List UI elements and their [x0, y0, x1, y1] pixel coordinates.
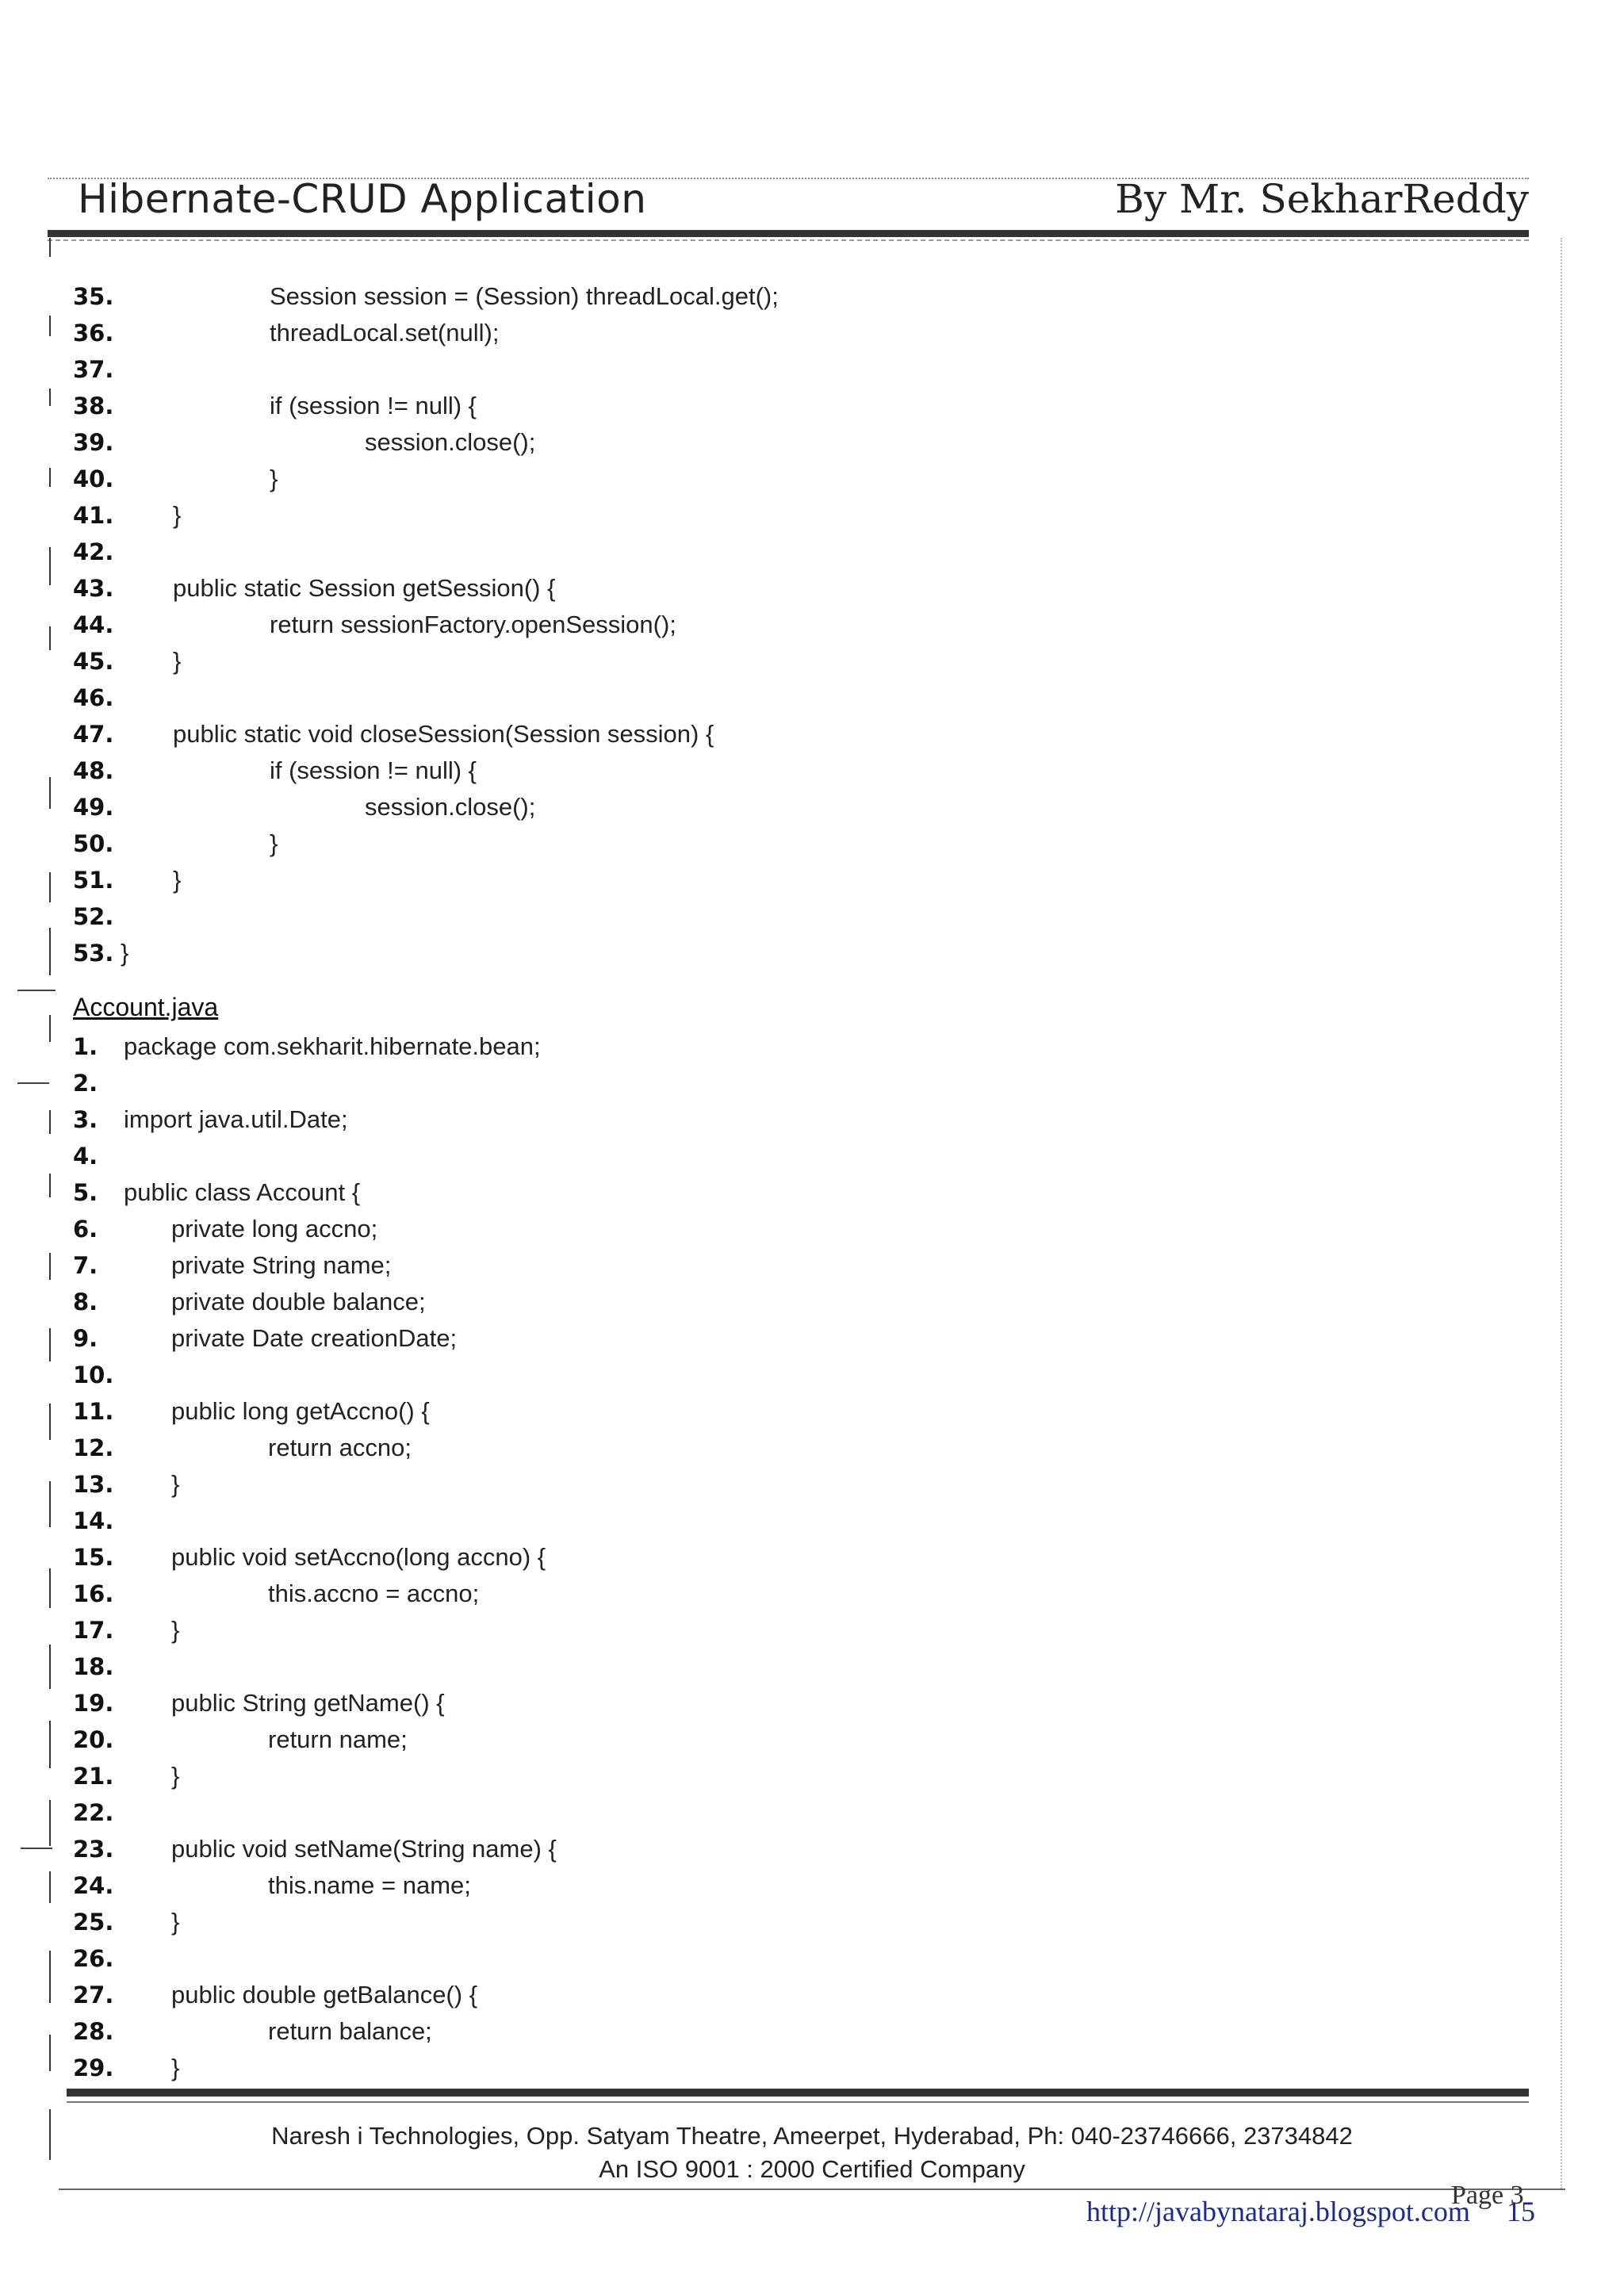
footer-certification: An ISO 9001 : 2000 Certified Company: [599, 2155, 1025, 2183]
line-number: 53.: [73, 940, 114, 967]
line-number: 48.: [73, 757, 114, 784]
code-text: private double balance;: [171, 1288, 426, 1315]
line-number: 46.: [73, 684, 114, 711]
code-text: public void setName(String name) {: [171, 1835, 557, 1863]
line-number: 24.: [73, 1872, 114, 1899]
code-text: private Date creationDate;: [171, 1324, 458, 1352]
code-text: Session session = (Session) threadLocal.get();: [270, 282, 779, 310]
scan-mark: [49, 777, 51, 809]
line-number: 19.: [73, 1690, 114, 1717]
header-under-rule: [48, 239, 1529, 241]
code-text: }: [270, 829, 278, 857]
line-number: 6.: [73, 1216, 98, 1243]
line-number: 50.: [73, 830, 114, 857]
code-text: return sessionFactory.openSession();: [270, 611, 676, 638]
code-text: this.accno = accno;: [268, 1580, 480, 1607]
scan-mark: [49, 1645, 51, 1689]
scan-mark: [49, 1015, 51, 1042]
line-number: 45.: [73, 648, 114, 675]
file-title: Account.java: [73, 993, 219, 1021]
code-text: }: [270, 465, 278, 492]
line-number: 51.: [73, 867, 114, 894]
code-text: }: [171, 1908, 180, 1936]
scan-mark: [49, 1568, 51, 1608]
line-number: 22.: [73, 1799, 114, 1826]
code-text: session.close();: [365, 428, 536, 456]
scan-mark: [49, 1110, 51, 1134]
line-number: 25.: [73, 1909, 114, 1936]
scan-mark: [49, 1721, 51, 1768]
scan-mark: [49, 626, 51, 650]
line-number: 52.: [73, 903, 114, 930]
header-author: By Mr. SekharReddy: [1115, 176, 1529, 222]
line-number: 16.: [73, 1580, 114, 1607]
header-rule: [48, 230, 1529, 237]
line-number: 49.: [73, 794, 114, 821]
line-number: 8.: [73, 1289, 98, 1315]
scan-mark: [49, 928, 51, 975]
line-number: 37.: [73, 356, 114, 383]
scan-mark: [49, 468, 51, 487]
code-text: private long accno;: [171, 1215, 378, 1243]
line-number: 18.: [73, 1653, 114, 1680]
line-number: 13.: [73, 1471, 114, 1498]
line-number: 3.: [73, 1106, 98, 1133]
line-number: 40.: [73, 465, 114, 492]
scan-mark: [49, 1800, 51, 1846]
code-text: }: [121, 939, 129, 967]
line-number: 41.: [73, 502, 114, 529]
code-text: return name;: [268, 1725, 408, 1753]
line-number: 17.: [73, 1617, 114, 1644]
line-number: 36.: [73, 320, 114, 347]
line-number: 12.: [73, 1434, 114, 1461]
line-number: 29.: [73, 2054, 114, 2081]
line-number: 21.: [73, 1763, 114, 1790]
code-text: private String name;: [171, 1251, 392, 1279]
scan-mark: [49, 1871, 51, 1903]
code-text: threadLocal.set(null);: [270, 319, 500, 347]
scan-mark: [17, 990, 56, 991]
code-text: }: [173, 501, 182, 529]
code-text: public static Session getSession() {: [173, 574, 556, 602]
code-text: }: [171, 1762, 180, 1790]
scan-mark: [49, 1951, 51, 2003]
line-number: 2.: [73, 1070, 98, 1097]
line-number: 11.: [73, 1398, 114, 1425]
code-text: package com.sekharit.hibernate.bean;: [124, 1032, 541, 1060]
line-number: 23.: [73, 1836, 114, 1863]
code-text: return balance;: [268, 2017, 432, 2045]
code-text: }: [173, 866, 182, 894]
code-text: }: [171, 1616, 180, 1644]
scan-mark: [49, 1174, 51, 1197]
code-text: this.name = name;: [268, 1871, 471, 1899]
page-label: Page 3: [1451, 2181, 1524, 2210]
code-text: }: [173, 647, 182, 675]
code-text: public double getBalance() {: [171, 1981, 478, 2009]
line-number: 27.: [73, 1982, 114, 2009]
line-number: 47.: [73, 721, 114, 748]
footer-under-rule: [67, 2101, 1529, 2103]
line-number: 15.: [73, 1544, 114, 1571]
scan-mark: [49, 316, 51, 336]
scan-mark: [21, 1848, 52, 1849]
scan-mark: [49, 1481, 51, 1527]
footer-address: Naresh i Technologies, Opp. Satyam Theatre, Ameerpet, Hyderabad, Ph: 040-23746666, 23734842: [271, 2122, 1353, 2150]
scan-mark: [17, 1082, 49, 1084]
line-number: 14.: [73, 1507, 114, 1534]
scan-mark: [49, 2035, 51, 2071]
code-text: public String getName() {: [171, 1689, 445, 1717]
right-margin-rule: [1561, 238, 1562, 2189]
scan-mark: [49, 1253, 51, 1280]
code-text: public void setAccno(long accno) {: [171, 1543, 546, 1571]
code-text: }: [171, 1470, 180, 1498]
code-text: import java.util.Date;: [124, 1105, 348, 1133]
code-text: if (session != null) {: [270, 392, 477, 419]
header-title: Hibernate-CRUD Application: [78, 176, 647, 222]
line-number: 7.: [73, 1252, 98, 1279]
code-text: session.close();: [365, 793, 536, 821]
scan-mark: [49, 1403, 51, 1440]
blog-url-link[interactable]: http://javabynataraj.blogspot.com: [1086, 2196, 1470, 2227]
code-text: public long getAccno() {: [171, 1397, 430, 1425]
code-text: public class Account {: [124, 1178, 361, 1206]
line-number: 39.: [73, 429, 114, 456]
scan-mark: [49, 547, 51, 585]
line-number: 44.: [73, 611, 114, 638]
line-number: 9.: [73, 1325, 98, 1352]
line-number: 42.: [73, 538, 114, 565]
line-number: 10.: [73, 1361, 114, 1388]
scan-mark: [49, 389, 51, 406]
line-number: 38.: [73, 393, 114, 419]
line-number: 35.: [73, 283, 114, 310]
line-number: 26.: [73, 1945, 114, 1972]
code-text: if (session != null) {: [270, 756, 477, 784]
line-number: 4.: [73, 1143, 98, 1170]
scan-mark: [49, 1328, 51, 1361]
scan-mark: [49, 238, 51, 257]
footer-rule: [67, 2089, 1529, 2097]
line-number: 43.: [73, 575, 114, 602]
page-number: 15: [1507, 2196, 1535, 2227]
line-number: 28.: [73, 2018, 114, 2045]
code-text: public static void closeSession(Session session) {: [173, 720, 714, 748]
line-number: 20.: [73, 1726, 114, 1753]
line-number: 1.: [73, 1033, 98, 1060]
scan-mark: [49, 872, 51, 902]
footer-bottom-rule: [59, 2189, 1565, 2190]
code-text: }: [171, 2054, 180, 2081]
line-number: 5.: [73, 1179, 98, 1206]
code-text: return accno;: [268, 1434, 412, 1461]
